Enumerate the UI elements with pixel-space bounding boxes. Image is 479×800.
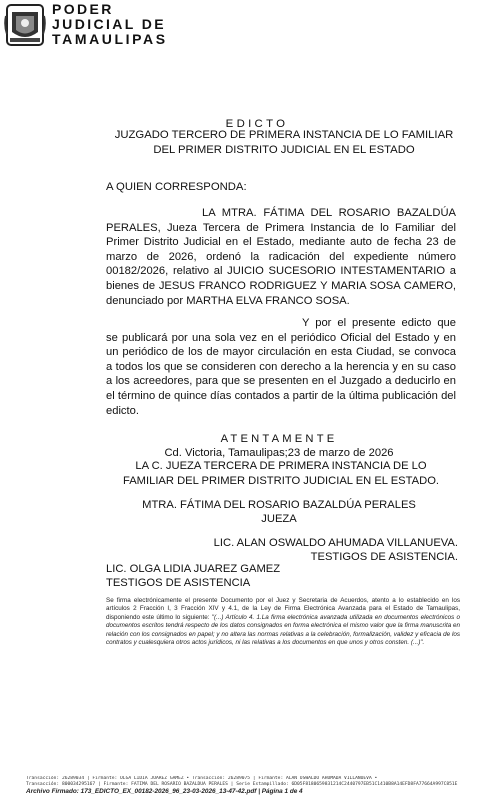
- signature-transaction-footer: [26, 776, 478, 787]
- header: [4, 2, 304, 52]
- footer-line-2: Transacción: 800034295167 | Firmante: FATIMA DEL ROSARIO BAZALDUA PERALES | Serie Estampillado: 6D05F8180659831214C2440797EB51C1410B8A14EFD8FA77664A997C851E: [26, 781, 458, 787]
- paragraph-1-text: LA MTRA. FÁTIMA DEL ROSARIO BAZALDÚA PERALES, Jueza Tercera de Primera Instancia de lo Familiar del Primer Distrito Judicial en el Estado, mediante auto de fecha 23 de marzo de 2026, ordenó la radicación del expediente número 00182/2026, relativo al JUICIO SUCESORIO INTESTAMENTARIO a bienes de JESUS FRANCO RODRIGUEZ Y MARIA SOSA CAMERO, denunciado por MARTHA ELVA FRANCO SOSA.: [106, 207, 456, 307]
- brand-line-1: PODER: [52, 1, 114, 17]
- signed-file-info: Archivo Firmado: 173_EDICTO_EX_00182-2026_96_23-03-2026_13-47-42.pdf | Página 1 de 4: [26, 788, 303, 795]
- paragraph-2: [106, 316, 456, 418]
- witness-2: [106, 563, 406, 590]
- brand-line-2: JUDICIAL DE: [52, 16, 167, 32]
- judge-role: JUEZA: [261, 513, 297, 526]
- judge-title-line-2: FAMILIAR DEL PRIMER DISTRITO JUDICIAL EN EL ESTADO.: [123, 474, 439, 487]
- institution-logo-text: [52, 2, 168, 47]
- electronic-signature-note: [106, 597, 460, 647]
- witness-2-name: LIC. OLGA LIDIA JUAREZ GAMEZ: [106, 563, 281, 575]
- document-title: EDICTO: [225, 118, 289, 130]
- witness-2-role: TESTIGOS DE ASISTENCIA: [106, 576, 251, 589]
- witness-1: [168, 537, 458, 564]
- footer-line-1: Transacción: 26289034 | Firmante: OLGA LIDIA JUAREZ GAMEZ • Transacción: 26289075 | Firmante: ALAN OSWALDO AHUMADA VILLANUEVA •: [26, 776, 378, 781]
- witness-1-role: TESTIGOS DE ASISTENCIA.: [310, 550, 458, 563]
- brand-line-3: TAMAULIPAS: [52, 31, 168, 47]
- place-date: Cd. Victoria, Tamaulipas;23 de marzo de 2026: [164, 447, 394, 459]
- paragraph-1: [106, 206, 456, 308]
- coat-of-arms-icon: [4, 2, 46, 48]
- court-line-2: DEL PRIMER DISTRITO JUDICIAL EN EL ESTADO: [153, 143, 415, 156]
- court-line-1: JUZGADO TERCERO DE PRIMERA INSTANCIA DE LO FAMILIAR: [114, 129, 454, 141]
- legal-note-text: Se firma electrónicamente el presente Documento por el Juez y Secretaria de Acuerdos, atento a lo establecido en los artículos 2 Fracción I, 3 Fracción XIV y 4.1, de la Ley de Firma Electrónica Avanzada para el Estado de Tamaulipas, disponiendo este último lo siguiente:: [106, 597, 460, 621]
- judge-name: MTRA. FÁTIMA DEL ROSARIO BAZALDÚA PERALES: [142, 499, 416, 511]
- witness-1-name: LIC. ALAN OSWALDO AHUMADA VILLANUEVA.: [213, 537, 458, 549]
- closing-salutation: ATENTAMENTE: [220, 433, 338, 445]
- judge-title-line-1: LA C. JUEZA TERCERA DE PRIMERA INSTANCIA DE LO: [135, 460, 427, 472]
- legal-note-quote: "(...) Artículo 4. 1.La firma electrónica avanzada utilizada en documentos electrónicos o documentos escritos tendrá respecto de los datos consignados en forma electrónica el mismo valor que la firma manuscrita en relación con los consignados en papel; y no altera las normas relativas a la celebración, formalización, validez y eficacia de los contratos y cualesquiera otros actos jurídicos, ni las relativas a los documentos en que unos y otros consten. (...)".: [106, 613, 461, 647]
- judge-title: [106, 459, 456, 488]
- paragraph-2-text: Y por el presente edicto que se publicará por una sola vez en el periódico Oficial del Estado y en un periódico de los de mayor circulación en esta Ciudad, se convoca a todos los que se consideren con derecho a la herencia y en su caso a los acreedores, para que se presenten en el Juzgado a deducirlo en el término de quince días contados a partir de la última publicación del edicto.: [106, 317, 456, 417]
- greeting: A QUIEN CORRESPONDA:: [106, 181, 247, 193]
- court-name: [102, 128, 466, 157]
- judge-signature-block: [120, 498, 438, 527]
